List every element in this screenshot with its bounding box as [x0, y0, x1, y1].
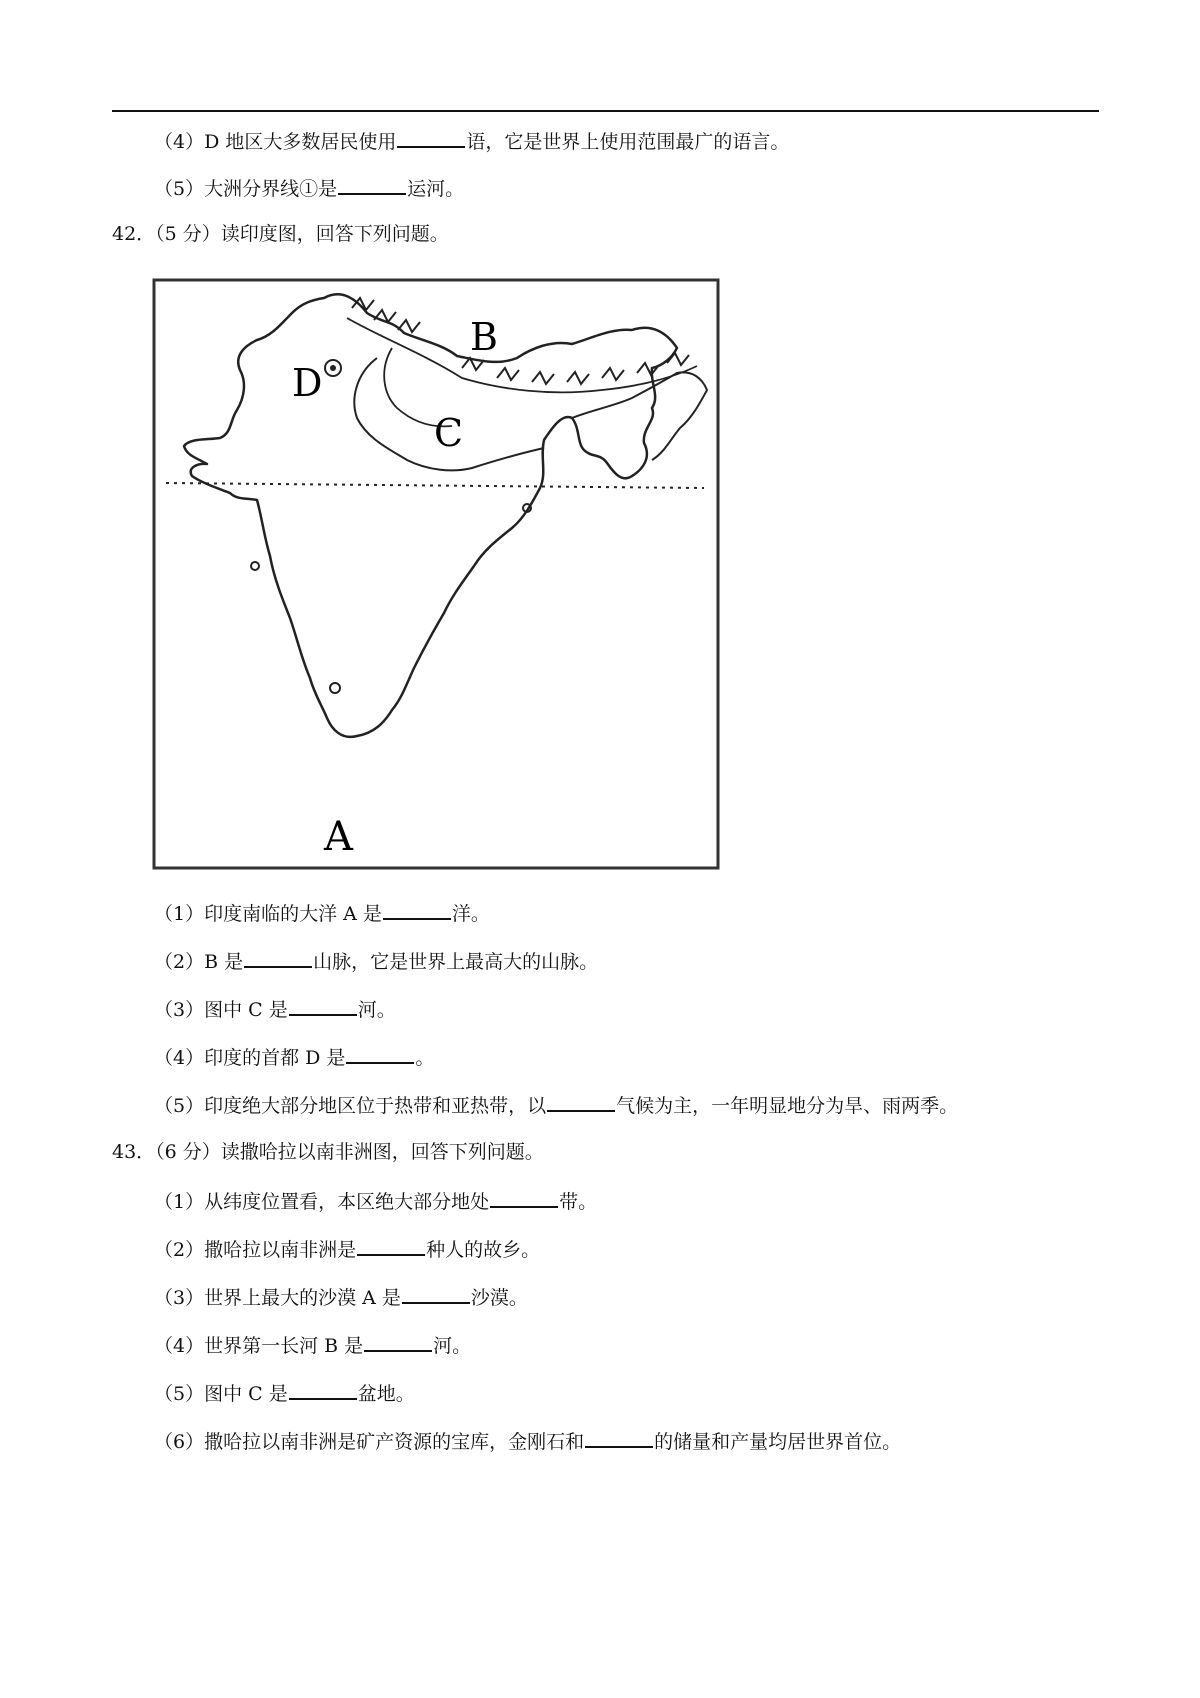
item-number: （1）: [154, 1191, 205, 1213]
item-text: 世界第一长河 B 是: [204, 1335, 364, 1357]
item-number: （5）: [154, 1383, 205, 1405]
item-number: （2）: [154, 951, 205, 973]
item-text: 印度绝大部分地区位于热带和亚热带，以: [204, 1095, 547, 1117]
india-map: [152, 278, 720, 870]
item-number: （4）: [154, 131, 205, 153]
item-text-tail: 。: [415, 1047, 435, 1069]
item-text-tail: 气候为主，一年明显地分为旱、雨两季。: [616, 1095, 959, 1117]
header-rule: [112, 110, 1099, 112]
q41-item-5: [154, 175, 464, 201]
q43-item-2: [154, 1236, 540, 1262]
answer-blank[interactable]: [357, 1236, 425, 1256]
item-text: 大洲分界线①是: [204, 178, 338, 200]
q42-item-5: [154, 1092, 958, 1118]
answer-blank[interactable]: [289, 996, 357, 1016]
item-number: （4）: [154, 1335, 205, 1357]
item-text-tail: 运河。: [407, 178, 465, 200]
answer-blank[interactable]: [383, 900, 451, 920]
answer-blank[interactable]: [364, 1332, 432, 1352]
item-text-tail: 的储量和产量均居世界首位。: [654, 1431, 902, 1453]
item-text: 印度南临的大洋 A 是: [204, 903, 382, 925]
answer-blank[interactable]: [490, 1188, 558, 1208]
item-text-tail: 盆地。: [357, 1383, 415, 1405]
item-number: （6）: [154, 1431, 205, 1453]
item-text: 图中 C 是: [204, 999, 288, 1021]
item-text: 从纬度位置看，本区绝大部分地处: [204, 1191, 490, 1213]
item-number: （5）: [154, 178, 205, 200]
item-text-tail: 种人的故乡。: [426, 1239, 541, 1261]
label-d: D: [292, 361, 323, 405]
item-text: 图中 C 是: [204, 1383, 288, 1405]
item-text-tail: 带。: [559, 1191, 598, 1213]
answer-blank[interactable]: [585, 1428, 653, 1448]
item-number: （5）: [154, 1095, 205, 1117]
item-number: （1）: [154, 903, 205, 925]
answer-blank[interactable]: [289, 1380, 357, 1400]
item-text: B 是: [204, 951, 244, 973]
item-text: 世界上最大的沙漠 A 是: [204, 1287, 401, 1309]
q42-item-1: [154, 900, 490, 926]
item-text: 撒哈拉以南非洲是: [204, 1239, 357, 1261]
question-43-title: 43．（6 分）读撒哈拉以南非洲图，回答下列问题。: [112, 1141, 544, 1163]
q42-item-4: [154, 1044, 434, 1070]
answer-blank[interactable]: [397, 128, 465, 148]
q42-item-2: [154, 948, 598, 974]
item-number: （4）: [154, 1047, 205, 1069]
q43-item-4: [154, 1332, 471, 1358]
item-number: （3）: [154, 999, 205, 1021]
answer-blank[interactable]: [547, 1092, 615, 1112]
item-number: （2）: [154, 1239, 205, 1261]
item-text-tail: 河。: [433, 1335, 472, 1357]
label-a: A: [324, 814, 353, 860]
answer-blank[interactable]: [402, 1284, 470, 1304]
item-text-tail: 山脉，它是世界上最高大的山脉。: [313, 951, 599, 973]
item-text: 印度的首都 D 是: [204, 1047, 346, 1069]
q43-item-5: [154, 1380, 415, 1406]
q43-item-1: [154, 1188, 597, 1214]
item-text-tail: 河。: [357, 999, 396, 1021]
q43-item-3: [154, 1284, 528, 1310]
item-number: （3）: [154, 1287, 205, 1309]
item-text-tail: 沙漠。: [470, 1287, 528, 1309]
question-42-title: 42．（5 分）读印度图，回答下列问题。: [112, 223, 449, 245]
q43-item-6: [154, 1428, 901, 1454]
india-map-figure: [152, 278, 720, 870]
answer-blank[interactable]: [346, 1044, 414, 1064]
item-text-tail: 洋。: [451, 903, 490, 925]
q42-item-3: [154, 996, 396, 1022]
label-b: B: [470, 315, 498, 359]
item-text: D 地区大多数居民使用: [204, 131, 397, 153]
answer-blank[interactable]: [338, 175, 406, 195]
label-c: C: [434, 411, 464, 455]
q41-item-4: [154, 128, 789, 154]
item-text: 撒哈拉以南非洲是矿产资源的宝库，金刚石和: [204, 1431, 585, 1453]
item-text-tail: 语，它是世界上使用范围最广的语言。: [466, 131, 790, 153]
answer-blank[interactable]: [244, 948, 312, 968]
